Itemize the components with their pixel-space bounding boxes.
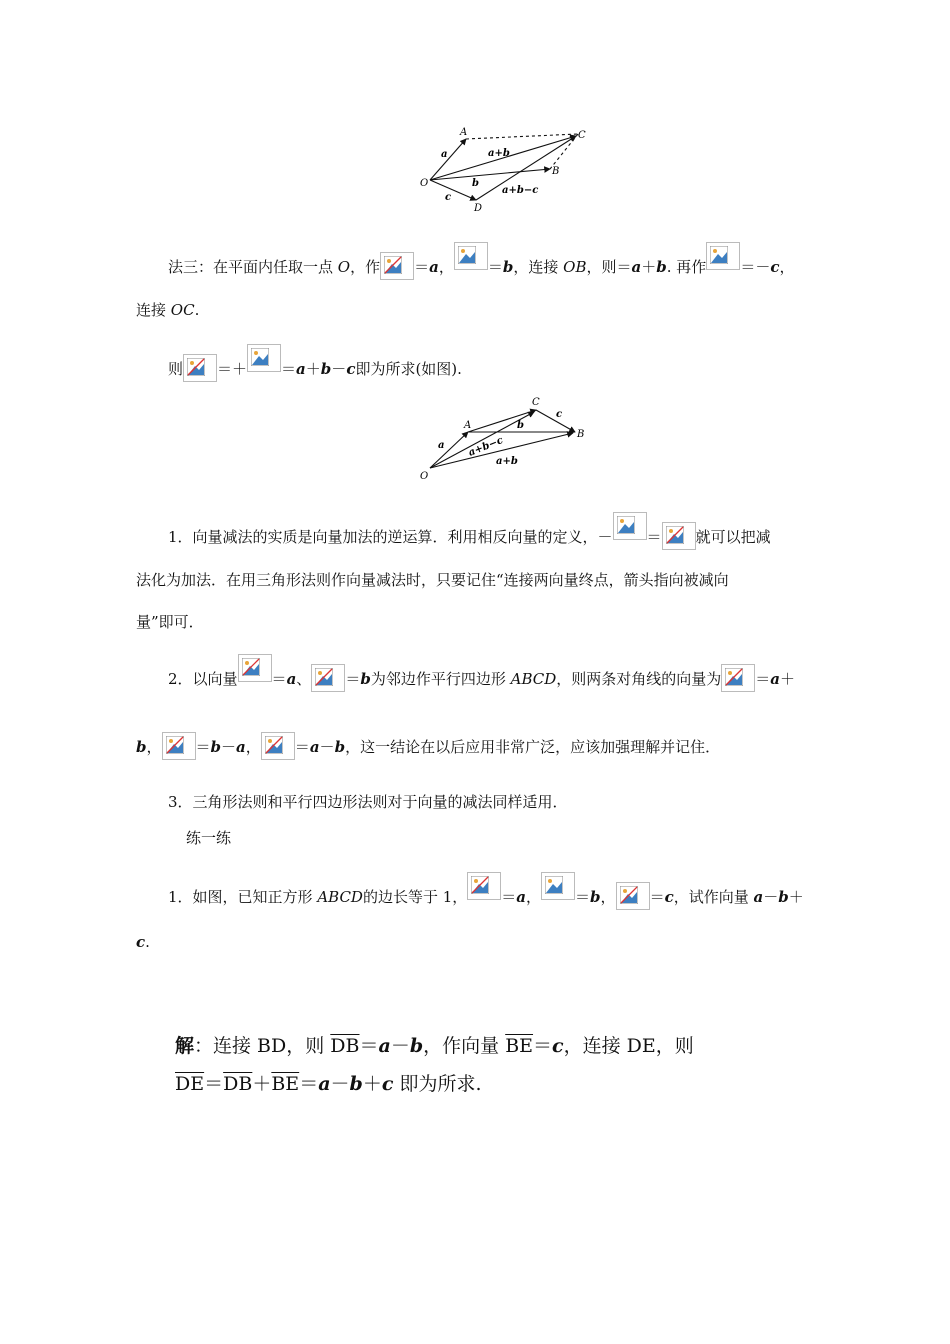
image-placeholder-icon xyxy=(261,732,295,760)
fig1-label: a xyxy=(441,149,448,160)
result-line xyxy=(168,344,462,382)
text: ，则两条对角线的向量为 xyxy=(556,670,722,688)
text: a xyxy=(378,1035,391,1057)
text: c xyxy=(346,360,356,378)
text: ＝ xyxy=(533,1035,553,1057)
vector-BE: $\overline{BE}$ xyxy=(271,1073,300,1095)
fig2-label: C xyxy=(532,397,540,408)
text: ＝ xyxy=(299,1073,319,1095)
text: 1．如图，已知正方形 xyxy=(168,888,318,906)
fig1-label: B xyxy=(552,166,560,177)
text: ＝ xyxy=(345,670,361,688)
text: ，作 xyxy=(350,258,381,276)
practice-heading: 练一练 xyxy=(186,829,232,847)
note-2-line-2 xyxy=(136,732,720,760)
fig1-label: D xyxy=(474,203,483,214)
image-placeholder-icon xyxy=(616,882,650,910)
text: c xyxy=(136,933,146,951)
text: ＝ xyxy=(646,528,662,546)
solution-label: 解 xyxy=(175,1035,195,1057)
text: ， xyxy=(245,738,261,756)
image-placeholder-icon xyxy=(183,354,217,382)
fig1-label: A xyxy=(460,127,468,138)
text: ， xyxy=(438,258,454,276)
text: ， xyxy=(779,258,795,276)
image-placeholder-icon xyxy=(467,872,501,900)
text: b xyxy=(349,1073,363,1095)
text: OB xyxy=(563,258,587,276)
note-1-line-1 xyxy=(168,512,771,550)
text: c xyxy=(664,888,674,906)
fig2-label: a+b−c xyxy=(467,434,505,459)
fig1-label: C xyxy=(578,130,586,141)
text: a xyxy=(236,738,246,756)
text: b xyxy=(778,888,789,906)
text: ：连接 BD，则 xyxy=(194,1035,331,1057)
text: a xyxy=(770,670,781,688)
image-placeholder-icon xyxy=(613,512,647,540)
fig2-label: b xyxy=(517,420,524,431)
text: ，作向量 xyxy=(423,1035,506,1057)
text: － xyxy=(221,738,237,756)
text: ＝ xyxy=(294,738,310,756)
text: 即为所求(如图). xyxy=(355,360,462,378)
text: ，则＝ xyxy=(586,258,632,276)
text: b xyxy=(590,888,601,906)
text: － xyxy=(330,1073,350,1095)
text: ＝ xyxy=(487,258,503,276)
note-3: 3．三角形法则和平行四边形法则对于向量的减法同样适用． xyxy=(168,793,568,811)
text: 连接 xyxy=(136,301,171,319)
fig2-label: c xyxy=(556,409,563,420)
image-placeholder-icon xyxy=(162,732,196,760)
method-three-line-2 xyxy=(136,298,199,322)
text: ABCD xyxy=(317,888,363,906)
text: c xyxy=(770,258,780,276)
text: O xyxy=(337,258,351,276)
text: ＋ xyxy=(780,670,796,688)
text: ＋ xyxy=(252,1073,272,1095)
text: ＋ xyxy=(362,1073,382,1095)
fig2-label: O xyxy=(420,471,429,482)
text: b xyxy=(320,360,332,378)
text: ＝ xyxy=(414,258,430,276)
text: 、 xyxy=(296,670,312,688)
text: ，连接 xyxy=(513,258,564,276)
text: ＝ xyxy=(271,670,287,688)
figure-parallelogram-1 xyxy=(410,122,600,217)
text: . xyxy=(145,933,150,951)
fig2-label: A xyxy=(464,420,472,431)
fig2-label: B xyxy=(577,429,585,440)
text: ， xyxy=(600,888,616,906)
text: ＝ xyxy=(281,360,297,378)
text: a xyxy=(516,888,527,906)
text: c xyxy=(381,1073,394,1095)
image-placeholder-icon xyxy=(662,522,696,550)
text: 则 xyxy=(168,360,184,378)
image-placeholder-icon xyxy=(311,664,345,692)
text: . xyxy=(194,301,200,319)
note-1-line-3: 量”即可． xyxy=(136,613,204,631)
image-placeholder-icon xyxy=(706,242,740,270)
text: a xyxy=(296,360,306,378)
text: ＋ xyxy=(788,888,804,906)
fig1-label: a+b xyxy=(488,148,510,159)
text: 1．向量减法的实质是向量加法的逆运算．利用相反向量的定义，－ xyxy=(168,528,613,546)
question-1-line-2 xyxy=(136,930,150,954)
text: 就可以把减 xyxy=(695,528,771,546)
figure-vector-diagram-2 xyxy=(412,390,597,485)
text: ＝ xyxy=(649,888,665,906)
text: a xyxy=(631,258,642,276)
solution-line-2 xyxy=(175,1072,482,1096)
image-placeholder-icon xyxy=(721,664,755,692)
image-placeholder-icon xyxy=(247,344,281,372)
fig2-label: a+b xyxy=(496,456,518,467)
text: － xyxy=(331,360,347,378)
text: ABCD xyxy=(510,670,557,688)
text: ＋ xyxy=(641,258,657,276)
text: ＝－ xyxy=(740,258,771,276)
text: a xyxy=(309,738,320,756)
text: a xyxy=(753,888,764,906)
text: b xyxy=(656,258,667,276)
vector-DB: $\overline{DB}$ xyxy=(223,1073,253,1095)
text: － xyxy=(390,1035,410,1057)
text: － xyxy=(319,738,335,756)
image-placeholder-icon xyxy=(238,654,272,682)
text: ，这一结论在以后应用非常广泛，应该加强理解并记住． xyxy=(345,738,721,756)
text: ＝ xyxy=(204,1073,224,1095)
image-placeholder-icon xyxy=(380,252,414,280)
text: ＝ xyxy=(195,738,211,756)
text: ， xyxy=(526,888,542,906)
text: b xyxy=(136,738,147,756)
fig2-label: a xyxy=(438,440,445,451)
text: 即为所求. xyxy=(393,1073,482,1095)
text: ＝ xyxy=(501,888,517,906)
image-placeholder-icon xyxy=(454,242,488,270)
text: b xyxy=(502,258,514,276)
text: a xyxy=(318,1073,331,1095)
fig1-label: a+b−c xyxy=(502,185,539,196)
fig1-label: O xyxy=(420,178,429,189)
method-three-line-1 xyxy=(168,242,794,280)
text: . 再作 xyxy=(666,258,707,276)
vector-DB: $\overline{DB}$ xyxy=(330,1035,360,1057)
text: a xyxy=(429,258,439,276)
text: ，试作向量 xyxy=(673,888,754,906)
text: ＝ xyxy=(755,670,771,688)
text: 2．以向量 xyxy=(168,670,238,688)
text: b xyxy=(409,1035,424,1057)
text: － xyxy=(763,888,779,906)
text: b xyxy=(334,738,346,756)
text: ＋ xyxy=(305,360,321,378)
fig1-label: c xyxy=(445,192,452,203)
text: 法三：在平面内任取一点 xyxy=(168,258,338,276)
text: a xyxy=(286,670,297,688)
text: ＝ xyxy=(575,888,591,906)
fig1-label: b xyxy=(472,178,479,189)
vector-BE: $\overline{BE}$ xyxy=(505,1035,534,1057)
text: 为邻边作平行四边形 xyxy=(370,670,511,688)
text: 的边长等于 1， xyxy=(362,888,468,906)
image-placeholder-icon xyxy=(541,872,575,900)
note-2-line-1 xyxy=(168,654,795,692)
text: c xyxy=(552,1035,564,1057)
note-1-line-2: 法化为加法．在用三角形法则作向量减法时，只要记住“连接两向量终点，箭头指向被减向 xyxy=(136,571,729,589)
vector-DE: $\overline{DE}$ xyxy=(175,1073,205,1095)
text: ＝＋ xyxy=(217,360,248,378)
text: OC xyxy=(170,301,195,319)
question-1-line-1 xyxy=(168,872,804,910)
text: b xyxy=(360,670,371,688)
solution-line-1 xyxy=(175,1034,694,1058)
text: b xyxy=(210,738,222,756)
text: ， xyxy=(146,738,162,756)
text: ，连接 DE，则 xyxy=(563,1035,694,1057)
text: ＝ xyxy=(359,1035,379,1057)
